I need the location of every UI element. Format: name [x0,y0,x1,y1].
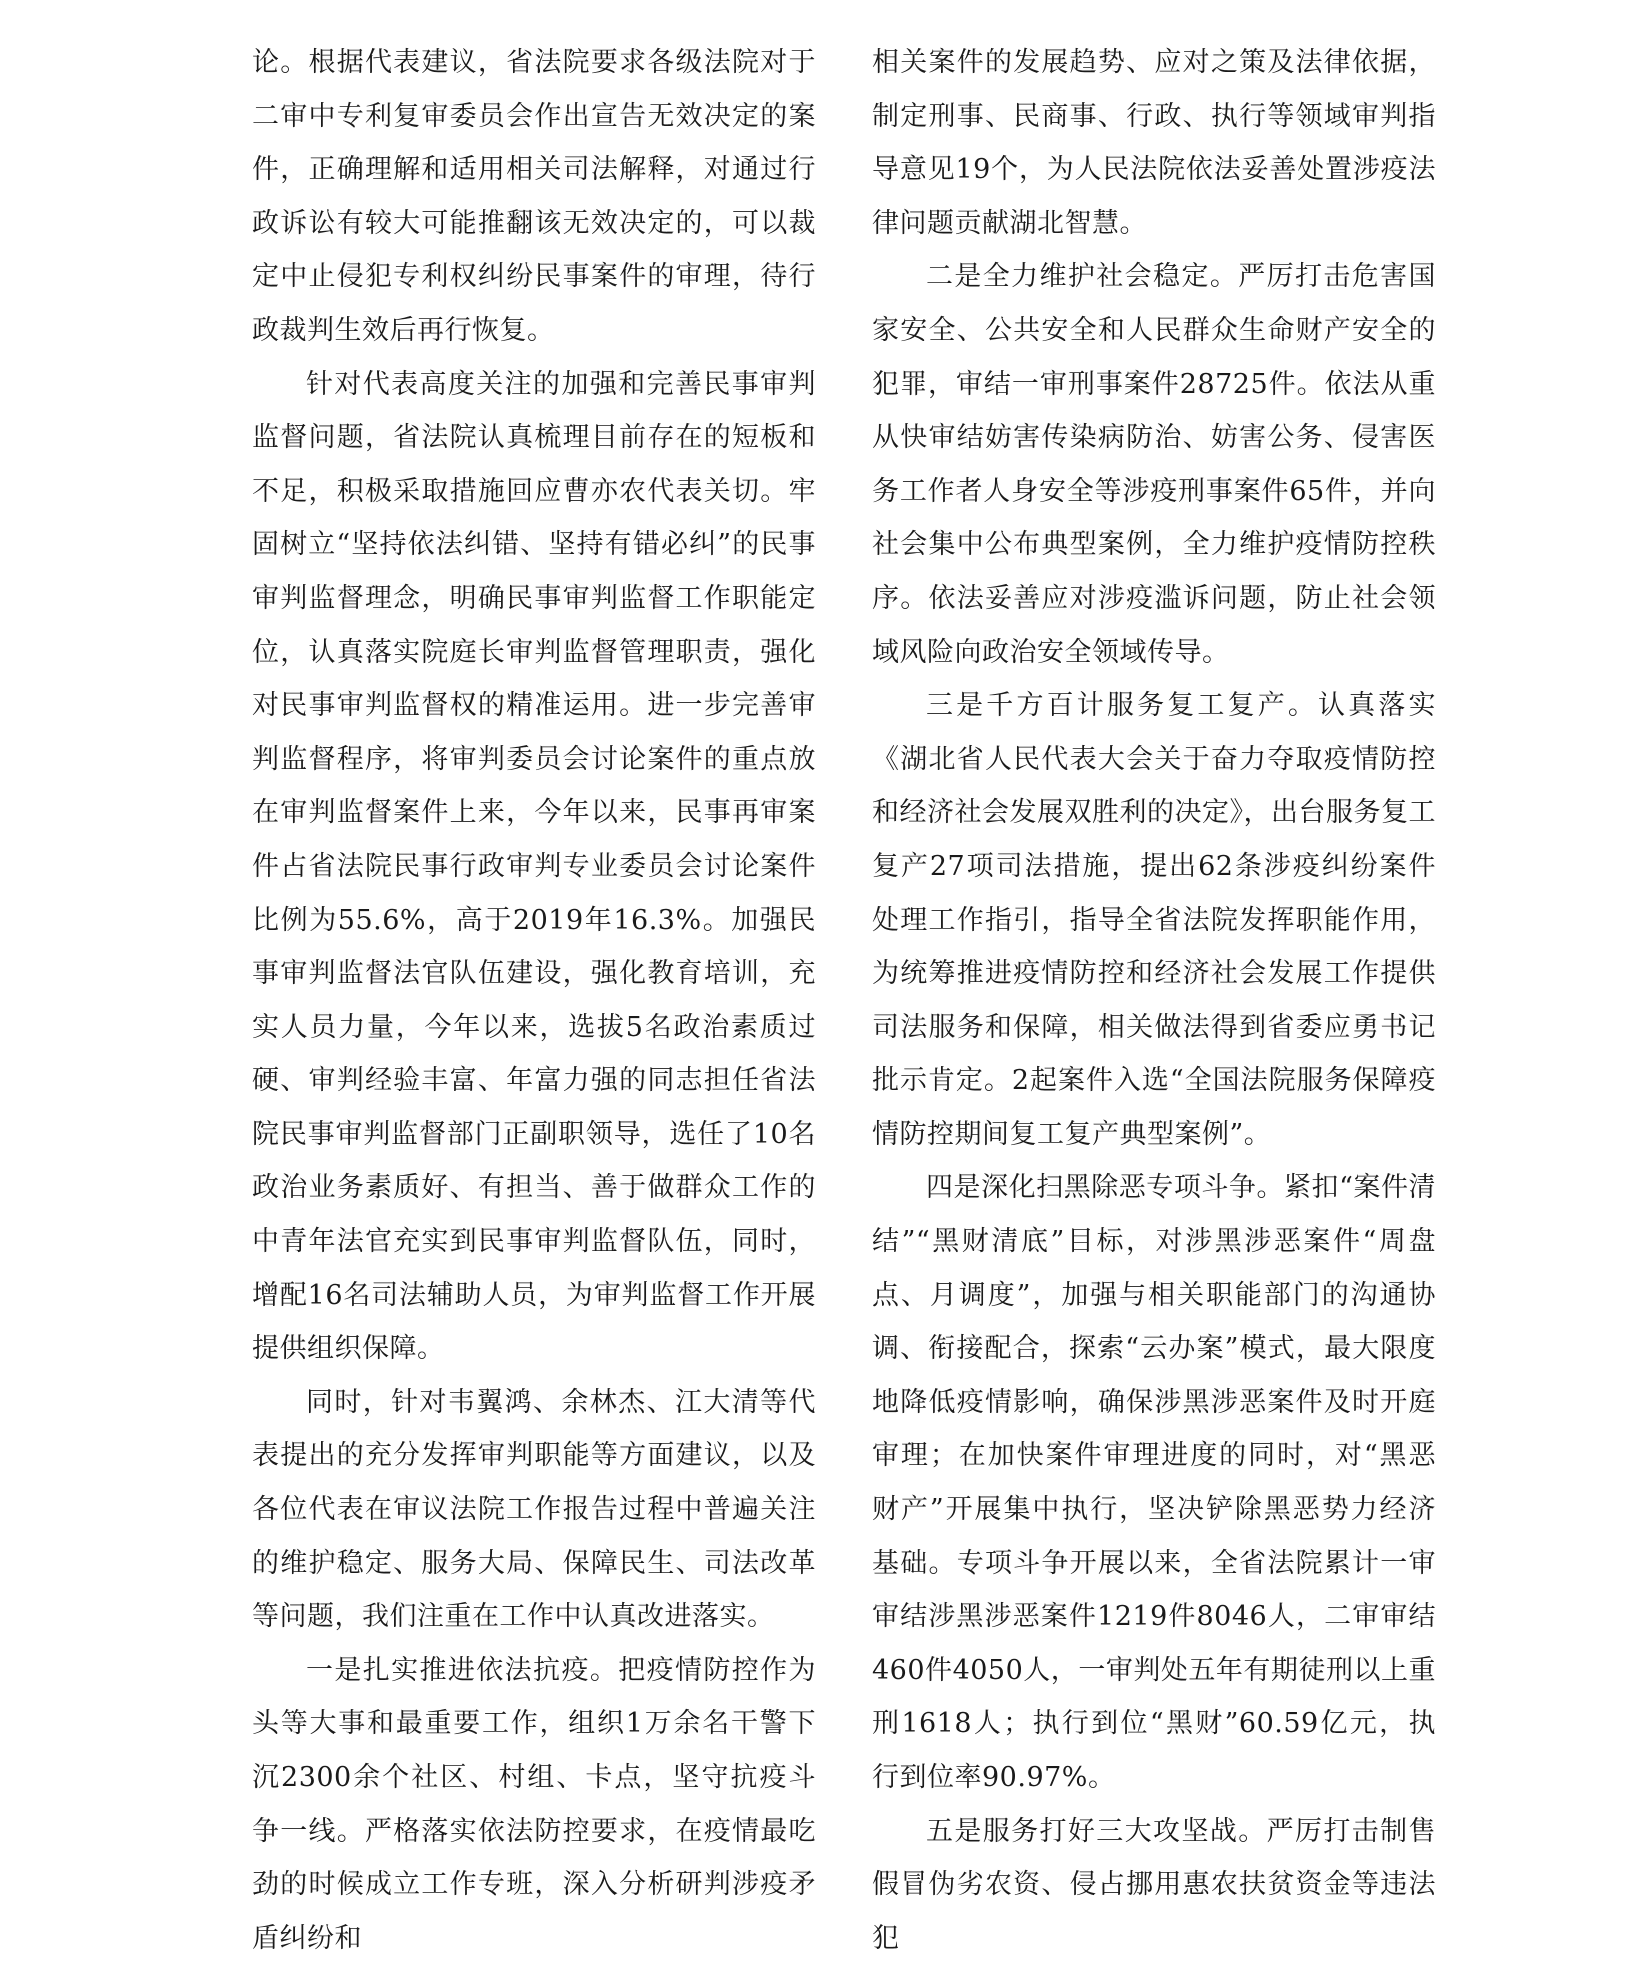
left-text-column [252,36,816,1965]
paragraph: 一是扎实推进依法抗疫。把疫情防控作为头等大事和最重要工作，组织1万余名干警下沉2300余个社区、村组、卡点，坚守抗疫斗争一线。严格落实依法防控要求，在疫情最吃劲的时候成立工作专班，深入分析研判涉疫矛盾纠纷和 [252,1654,816,1954]
paragraph: 同时，针对韦翼鸿、余林杰、江大清等代表提出的充分发挥审判职能等方面建议，以及各位代表在审议法院工作报告过程中普遍关注的维护稳定、服务大局、保障民生、司法改革等问题，我们注重在工作中认真改进落实。 [252,1386,816,1633]
paragraph: 论。根据代表建议，省法院要求各级法院对于二审中专利复审委员会作出宣告无效决定的案件，正确理解和适用相关司法解释，对通过行政诉讼有较大可能推翻该无效决定的，可以裁定中止侵犯专利权纠纷民事案件的审理，待行政裁判生效后再行恢复。 [252,47,816,346]
paragraph: 二是全力维护社会稳定。严厉打击危害国家安全、公共安全和人民群众生命财产安全的犯罪，审结一审刑事案件28725件。依法从重从快审结妨害传染病防治、妨害公务、侵害医务工作者人身安全等涉疫刑事案件65件，并向社会集中公布典型案例，全力维护疫情防控秩序。依法妥善应对涉疫滥诉问题，防止社会领域风险向政治安全领域传导。 [872,261,1436,668]
paragraph: 四是深化扫黑除恶专项斗争。紧扣“案件清结”“黑财清底”目标，对涉黑涉恶案件“周盘点、月调度”，加强与相关职能部门的沟通协调、衔接配合，探索“云办案”模式，最大限度地降低疫情影响，确保涉黑涉恶案件及时开庭审理；在加快案件审理进度的同时，对“黑恶财产”开展集中执行，坚决铲除黑恶势力经济基础。专项斗争开展以来，全省法院累计一审审结涉黑涉恶案件1219件8046人，二审审结460件4050人，一审判处五年有期徒刑以上重刑1618人；执行到位“黑财”60.59亿元，执行到位率90.97%。 [872,1172,1436,1793]
paragraph: 相关案件的发展趋势、应对之策及法律依据，制定刑事、民商事、行政、执行等领域审判指导意见19个，为人民法院依法妥善处置涉疫法律问题贡献湖北智慧。 [872,47,1436,239]
paragraph: 五是服务打好三大攻坚战。严厉打击制售假冒伪劣农资、侵占挪用惠农扶贫资金等违法犯 [872,1815,1436,1954]
paragraph: 三是千方百计服务复工复产。认真落实《湖北省人民代表大会关于奋力夺取疫情防控和经济社会发展双胜利的决定》，出台服务复工复产27项司法措施，提出62条涉疫纠纷案件处理工作指引，指导全省法院发挥职能作用，为统筹推进疫情防控和经济社会发展工作提供司法服务和保障，相关做法得到省委应勇书记批示肯定。2起案件入选“全国法院服务保障疫情防控期间复工复产典型案例”。 [872,690,1436,1150]
right-text-column [872,36,1436,1965]
paragraph: 针对代表高度关注的加强和完善民事审判监督问题，省法院认真梳理目前存在的短板和不足，积极采取措施回应曹亦农代表关切。牢固树立“坚持依法纠错、坚持有错必纠”的民事审判监督理念，明确民事审判监督工作职能定位，认真落实院庭长审判监督管理职责，强化对民事审判监督权的精准运用。进一步完善审判监督程序，将审判委员会讨论案件的重点放在审判监督案件上来，今年以来，民事再审案件占省法院民事行政审判专业委员会讨论案件比例为55.6%，高于2019年16.3%。加强民事审判监督法官队伍建设，强化教育培训，充实人员力量，今年以来，选拔5名政治素质过硬、审判经验丰富、年富力强的同志担任省法院民事审判监督部门正副职领导，选任了10名政治业务素质好、有担当、善于做群众工作的中青年法官充实到民事审判监督队伍，同时，增配16名司法辅助人员，为审判监督工作开展提供组织保障。 [252,368,816,1365]
